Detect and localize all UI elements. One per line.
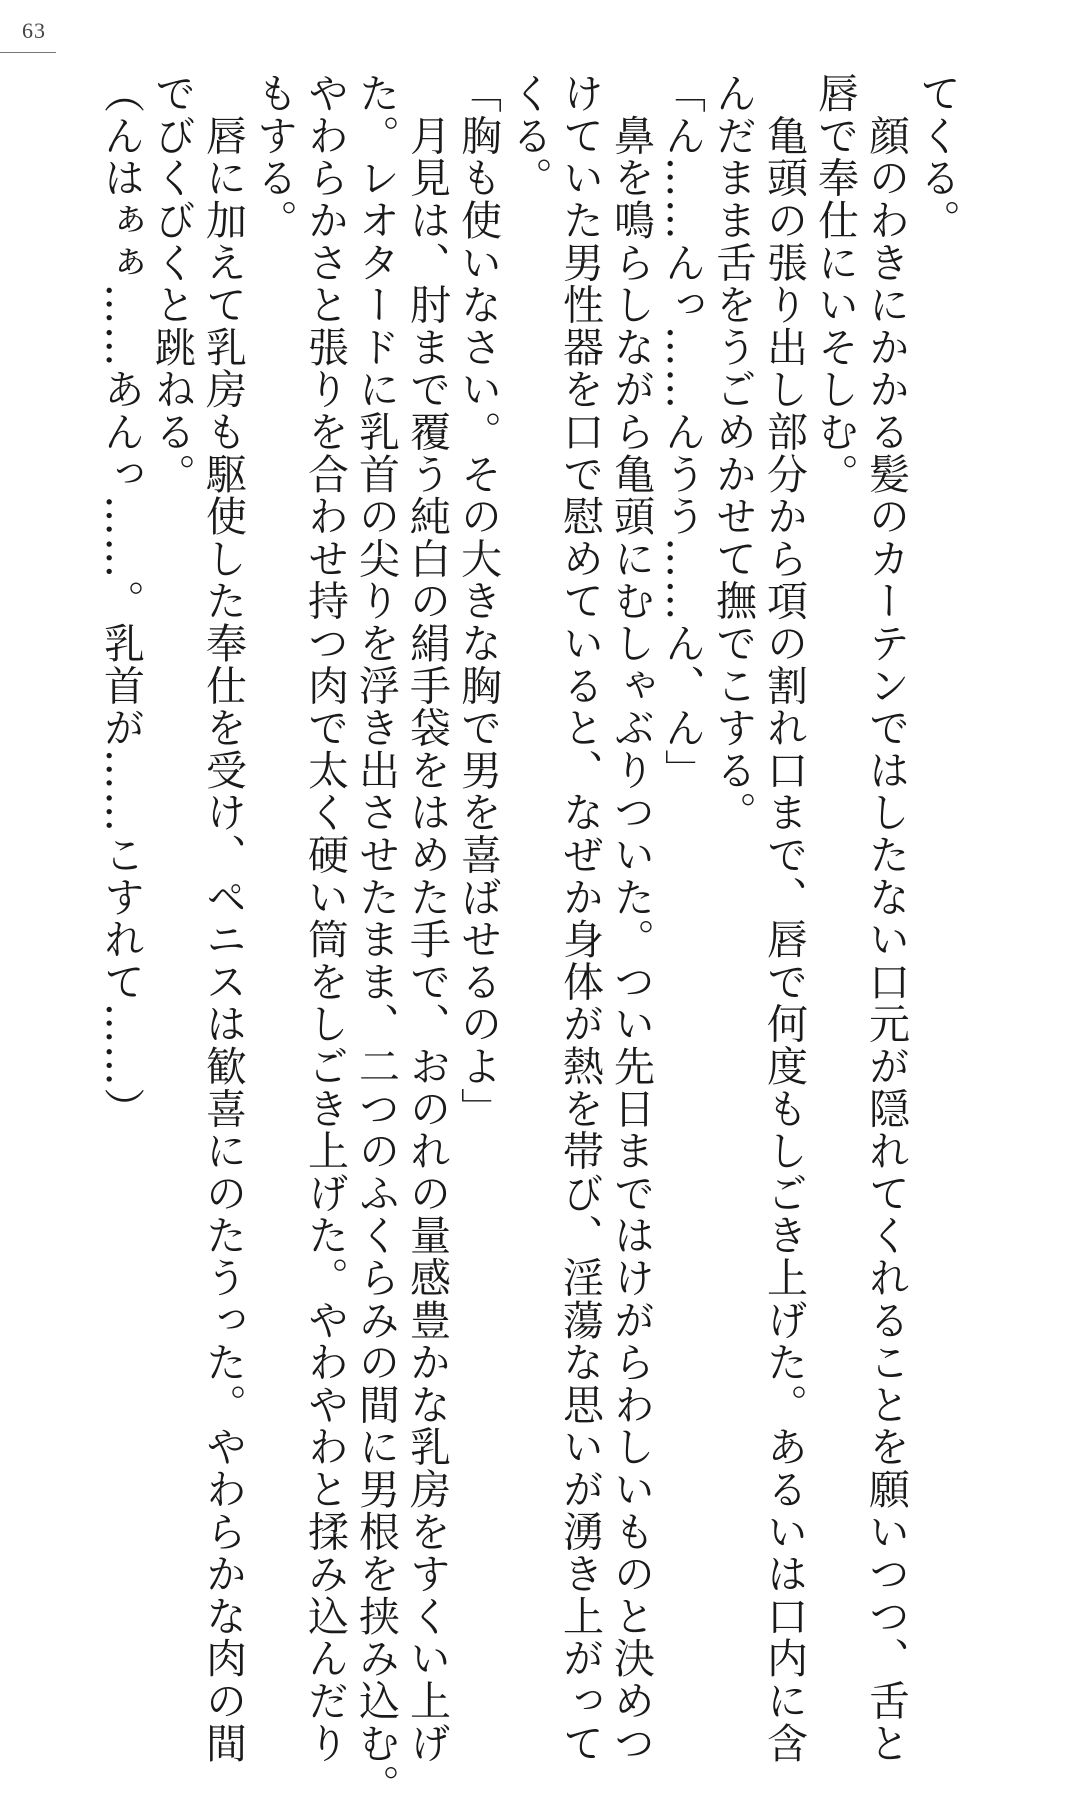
text-line: 唇に加えて乳房も駆使した奉仕を受け、ペニスは歓喜にのたうった。やわらかな肉の間 xyxy=(199,72,247,1764)
text-line: もする。 xyxy=(250,72,298,242)
page-number-rule xyxy=(0,52,56,53)
text-line: 「ん……んっ……んうう……ん、ん」 xyxy=(658,72,706,792)
text-line: くる。 xyxy=(505,72,553,199)
page-number: 63 xyxy=(22,18,46,43)
text-line: 「胸も使いなさい。その大きな胸で男を喜ばせるのよ」 xyxy=(454,72,502,1130)
text-line: た。レオタードに乳首の尖りを浮き出させたまま、二つのふくらみの間に男根を挟み込む。 xyxy=(352,72,400,1806)
text-line: やわらかさと張りを合わせ持つ肉で太く硬い筒をしごき上げた。やわやわと揉み込んだり xyxy=(301,72,349,1764)
text-line: けていた男性器を口で慰めていると、なぜか身体が熱を帯び、淫蕩な思いが湧き上がって xyxy=(556,72,604,1764)
text-line: 唇で奉仕にいそしむ。 xyxy=(811,72,859,495)
text-line: 月見は、肘まで覆う純白の絹手袋をはめた手で、おのれの量感豊かな乳房をすくい上げ xyxy=(403,72,451,1764)
vertical-text-body xyxy=(95,72,962,1806)
text-line: 亀頭の張り出し部分から項の割れ口まで、唇で何度もしごき上げた。あるいは口内に含 xyxy=(760,72,808,1764)
text-line: てくる。 xyxy=(913,72,961,242)
text-line: （んはぁぁ……あんっ……。乳首が……こすれて……） xyxy=(97,72,145,1130)
text-line: 顔のわきにかかる髪のカーテンではしたない口元が隠れてくれることを願いつつ、舌と xyxy=(862,72,910,1764)
text-line: でびくびくと跳ねる。 xyxy=(148,72,196,495)
text-line: んだまま舌をうごめかせて撫でこする。 xyxy=(709,72,757,834)
text-line: 鼻を鳴らしながら亀頭にむしゃぶりついた。つい先日まではけがらわしいものと決めつ xyxy=(607,72,655,1764)
